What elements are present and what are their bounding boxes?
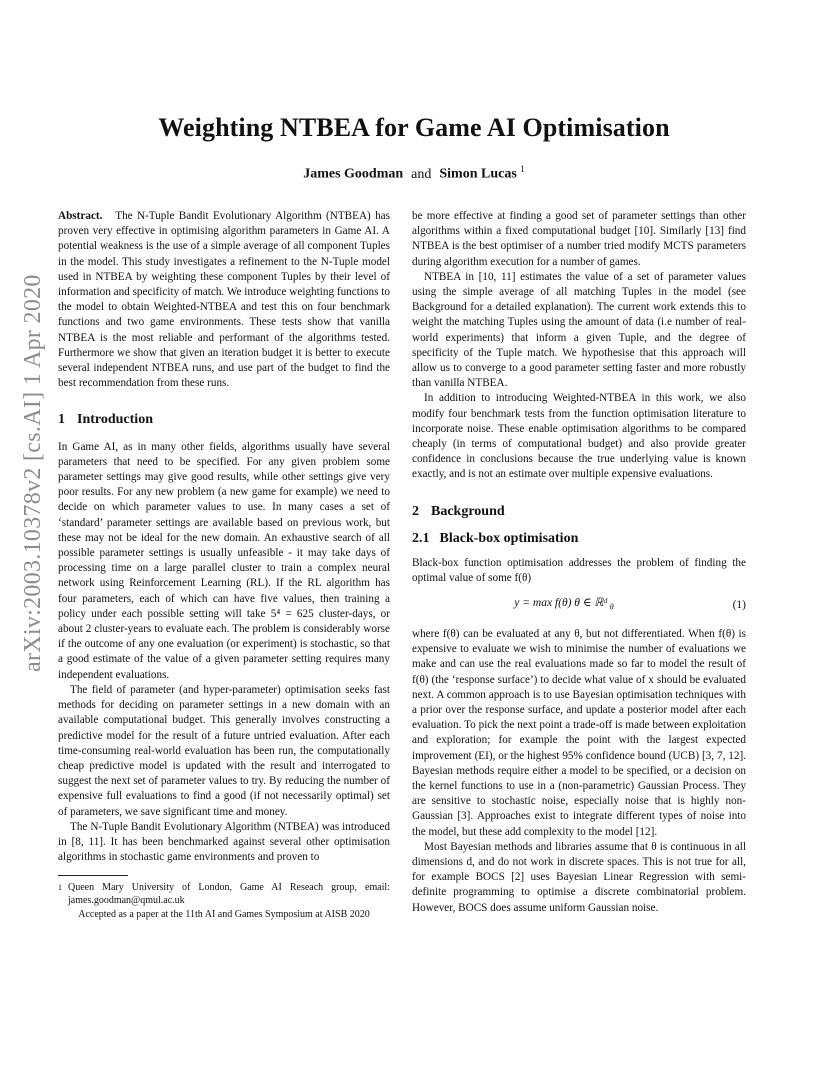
subsection-title: Black-box optimisation: [439, 530, 579, 546]
right-column: [412, 209, 746, 916]
equation-text: y = max f(θ) θ ∈ ℝᵈ: [514, 597, 607, 610]
body-paragraph: In Game AI, as in many other fields, algorithms usually have several parameters that need to be specified. For any given problem some parameter settings may give good results, while other settings give very poor results. For any new problem (a new game for example) we need to decide on which parameter values to use. In many cases a set of ‘standard’ parameter settings are available based on previous work, but these may not be ideal for the new domain. An exhaustive search of all possible parameter settings is usually unfeasible - it may take days of processing time on a large parallel cluster to train a complex neural network using Reinforcement Learning (RL). If the RL algorithm has four parameters, each of which can have five values, then training a policy under each possible setting will take 5⁴ = 625 cluster-days, or about 2 cluster-years to evaluate each. The problem is considerably worse if the outcome of any one evaluation (or experiment) is stochastic, so that a good estimate of the value of a given parameter setting requires many independent evaluations.: [58, 440, 390, 681]
section-number: 2: [412, 503, 419, 519]
equation-1: [412, 596, 746, 615]
abstract-label: Abstract.: [58, 210, 103, 222]
left-column: [58, 209, 390, 923]
footnote-marker: 1: [520, 164, 525, 174]
equation-subscript: θ: [609, 602, 614, 612]
paper-title: Weighting NTBEA for Game AI Optimisation: [158, 113, 670, 142]
footnote-rule: [58, 875, 128, 876]
equation-body: [412, 596, 716, 615]
body-paragraph: The N-Tuple Bandit Evolutionary Algorithm (NTBEA) was introduced in [8, 11]. It has been benchmarked against several other optimisation algorithms in stochastic game environments and proven to: [58, 820, 390, 864]
body-paragraph: where f(θ) can be evaluated at any θ, but not differentiated. When f(θ) is expensive to evaluate we wish to minimise the number of evaluations we make and can use the real evaluations made so far to model the result of f(θ) (the ‘response surface’) to decide what value of x should be evaluated next. A common approach is to use Bayesian optimisation techniques with a prior over the response surface, and update a posterior model after each evaluation. To pick the next point a trade-off is made between exploitation and exploration; for example the point with the largest expected improvement (EI), or the highest 95% confidence bound (UCB) [3, 7, 12]. Bayesian methods require either a model to be specified, or a decision on the kernel functions to use in a (non-parametric) Gaussian Process. They are sensitive to stochastic noise, especially noise that is highly non-Gaussian [3]. Approaches exist to integrate different types of noise into the model, but these add complexity to the model [12].: [412, 627, 746, 838]
section-heading: [412, 504, 746, 519]
body-paragraph: Most Bayesian methods and libraries assume that θ is continuous in all dimensions d, and do not work in discrete spaces. This is not true for all, for example BOCS [2] uses Bayesian Linear Regression with semi-definite programming to optimise a discrete combinatorial problem. However, BOCS does assume uniform Gaussian noise.: [412, 840, 746, 914]
author-line: [0, 164, 828, 183]
abstract: [58, 209, 390, 391]
section-number: 1: [58, 412, 65, 428]
body-paragraph: NTBEA in [10, 11] estimates the value of a set of parameter values using the simple average of all matching Tuples in the model (see Background for a detailed explanation). The current work extends this to weight the matching Tuples using the amount of data (i.e number of real-world experiments) that inform a given Tuple, and the degree of specificity of the Tuple match. We hypothesise that this approach will allow us to converge to a good parameter setting faster and more robustly than vanilla NTBEA.: [412, 270, 746, 390]
abstract-text: The N-Tuple Bandit Evolutionary Algorithm (NTBEA) has proven very effective in optimising algorithm parameters in Game AI. A potential weakness is the use of a simple average of all component Tuples in the model. This study investigates a refinement to the N-Tuple model used in NTBEA by weighting these component Tuples by their level of information and specificity of match. We introduce weighting functions to the model to obtain Weighted-NTBEA and test this on four benchmark functions and two game environments. These tests show that vanilla NTBEA is the most reliable and performant of the algorithms tested. Furthermore we show that given an iteration budget it is better to execute several independent NTBEA runs, and use part of the budget to find the best recommendation from these runs.: [58, 210, 390, 390]
section-heading: [58, 412, 390, 427]
acceptance-note: Accepted as a paper at the 11th AI and Games Symposium at AISB 2020: [78, 909, 370, 921]
author-name: Simon Lucas: [439, 166, 517, 182]
body-paragraph: be more effective at finding a good set of parameter settings than other algorithms within a fixed computational budget [10]. Similarly [13] find NTBEA is the best optimiser of a number tried modify MCTS parameters during algorithm execution for a number of games.: [412, 210, 746, 268]
section-title: Introduction: [77, 412, 153, 428]
subsection-number: 2.1: [412, 530, 430, 546]
section-title: Background: [431, 503, 505, 519]
footnote-marker: 1: [58, 883, 62, 893]
arxiv-identifier-stamp: arXiv:2003.10378v2 [cs.AI] 1 Apr 2020: [20, 274, 46, 672]
footnote: [58, 881, 390, 907]
subsection-heading: [412, 531, 746, 546]
body-paragraph: Black-box function optimisation addresses the problem of finding the optimal value of some f(θ): [412, 557, 746, 585]
footnote-text: Queen Mary University of London, Game AI Reseach group, email: james.goodman@qmul.ac.uk: [68, 882, 390, 907]
equation-number: (1): [732, 599, 746, 612]
author-conjunction: and: [411, 166, 432, 182]
body-paragraph: The field of parameter (and hyper-parameter) optimisation seeks fast methods for deciding on parameter settings in a new domain with an available computational budget. This generally involves constructing a predictive model for the result of a future untried evaluation. After each time-consuming real-world evaluation has been run, the computationally cheap predictive model is updated with the result and interrogated to suggest the next set of parameter values to try. By reducing the number of expensive full evaluations to find a good (if not necessarily optimal) set of parameters, we save significant time and money.: [58, 683, 390, 818]
body-paragraph: In addition to introducing Weighted-NTBEA in this work, we also modify four benchmark tests from the function optimisation literature to incorporate noise. These enable optimisation algorithms to be compared cheaply (in terms of computational budget) and also provide greater confidence in conclusions because the true underlying value is known exactly, and is not an estimate over multiple expensive evaluations.: [412, 392, 746, 481]
author-name: James Goodman: [303, 166, 404, 182]
